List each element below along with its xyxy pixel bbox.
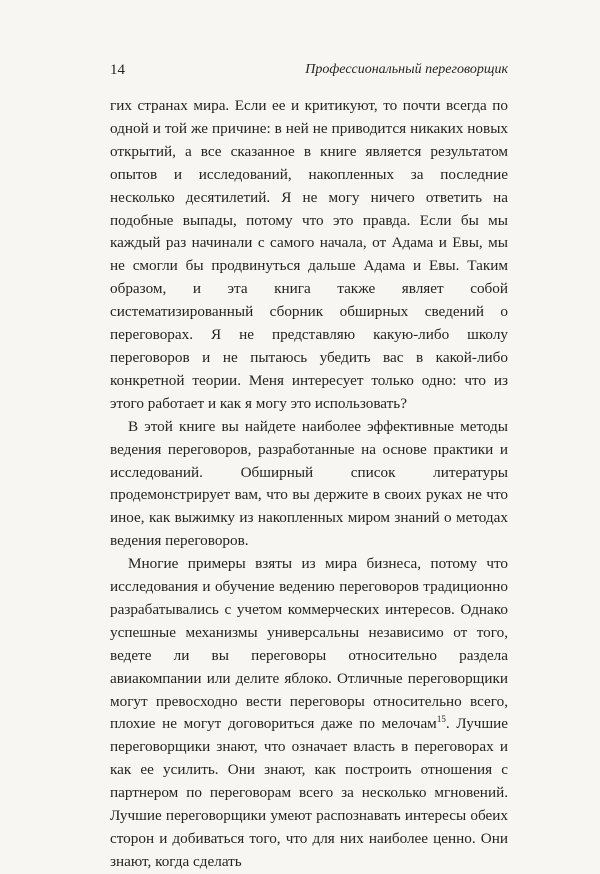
paragraph-2: В этой книге вы найдете наиболее эффективные методы ведения переговоров, разработанные на основе практики и исследований. Обширный список литературы продемонстрирует вам, что вы держите в своих руках не что иное, как выжимку из накопленных миром знаний о методах ведения переговоров. [110,417,508,550]
running-title: Профессиональный переговорщик [305,62,508,77]
paragraph-3 [110,553,508,874]
body-text [110,95,508,874]
footnote-reference: 15 [436,714,446,725]
paragraph-3-text-after-footnote: . Лучшие переговорщики знают, что означает власть в переговорах и как ее усилить. Они знают, как построить отношения с партнером по переговорам всего за несколько мгновений. Лучшие переговорщики умеют распознавать интересы обеих сторон и добиваться того, что для них наиболее ценно. Они знают, когда сделать [110,715,509,870]
page-number: 14 [110,62,125,78]
paragraph-3-text-before-footnote: Многие примеры взяты из мира бизнеса, потому что исследования и обучение ведению переговоров традиционно разрабатывались с учетом коммерческих интересов. Однако успешные механизмы универсальны независимо от того, ведете ли вы переговоры относительно раздела авиакомпании или делите яблоко. Отличные переговорщики могут превосходно вести переговоры относительно всего, плохие не могут договориться даже по мелочам [110,555,508,733]
paragraph-1: гих странах мира. Если ее и критикуют, то почти всегда по одной и той же причине: в ней не приводится никаких новых открытий, а все сказанное в книге является результатом опытов и исследований, накопленных за последние несколько десятилетий. Я не могу ничего ответить на подобные выпады, потому что это правда. Если бы мы каждый раз начинали с самого начала, от Адама и Евы, мы не смогли бы продвинуться дальше Адама и Евы. Таким образом, и эта книга также являет собой систематизированный сборник обширных сведений о переговорах. Я не представляю какую-либо школу переговоров и не пытаюсь убедить вас в какой-либо конкретной теории. Меня интересует только одно: что из этого работает и как я могу это использовать? [110,97,508,412]
page-header [110,62,508,82]
